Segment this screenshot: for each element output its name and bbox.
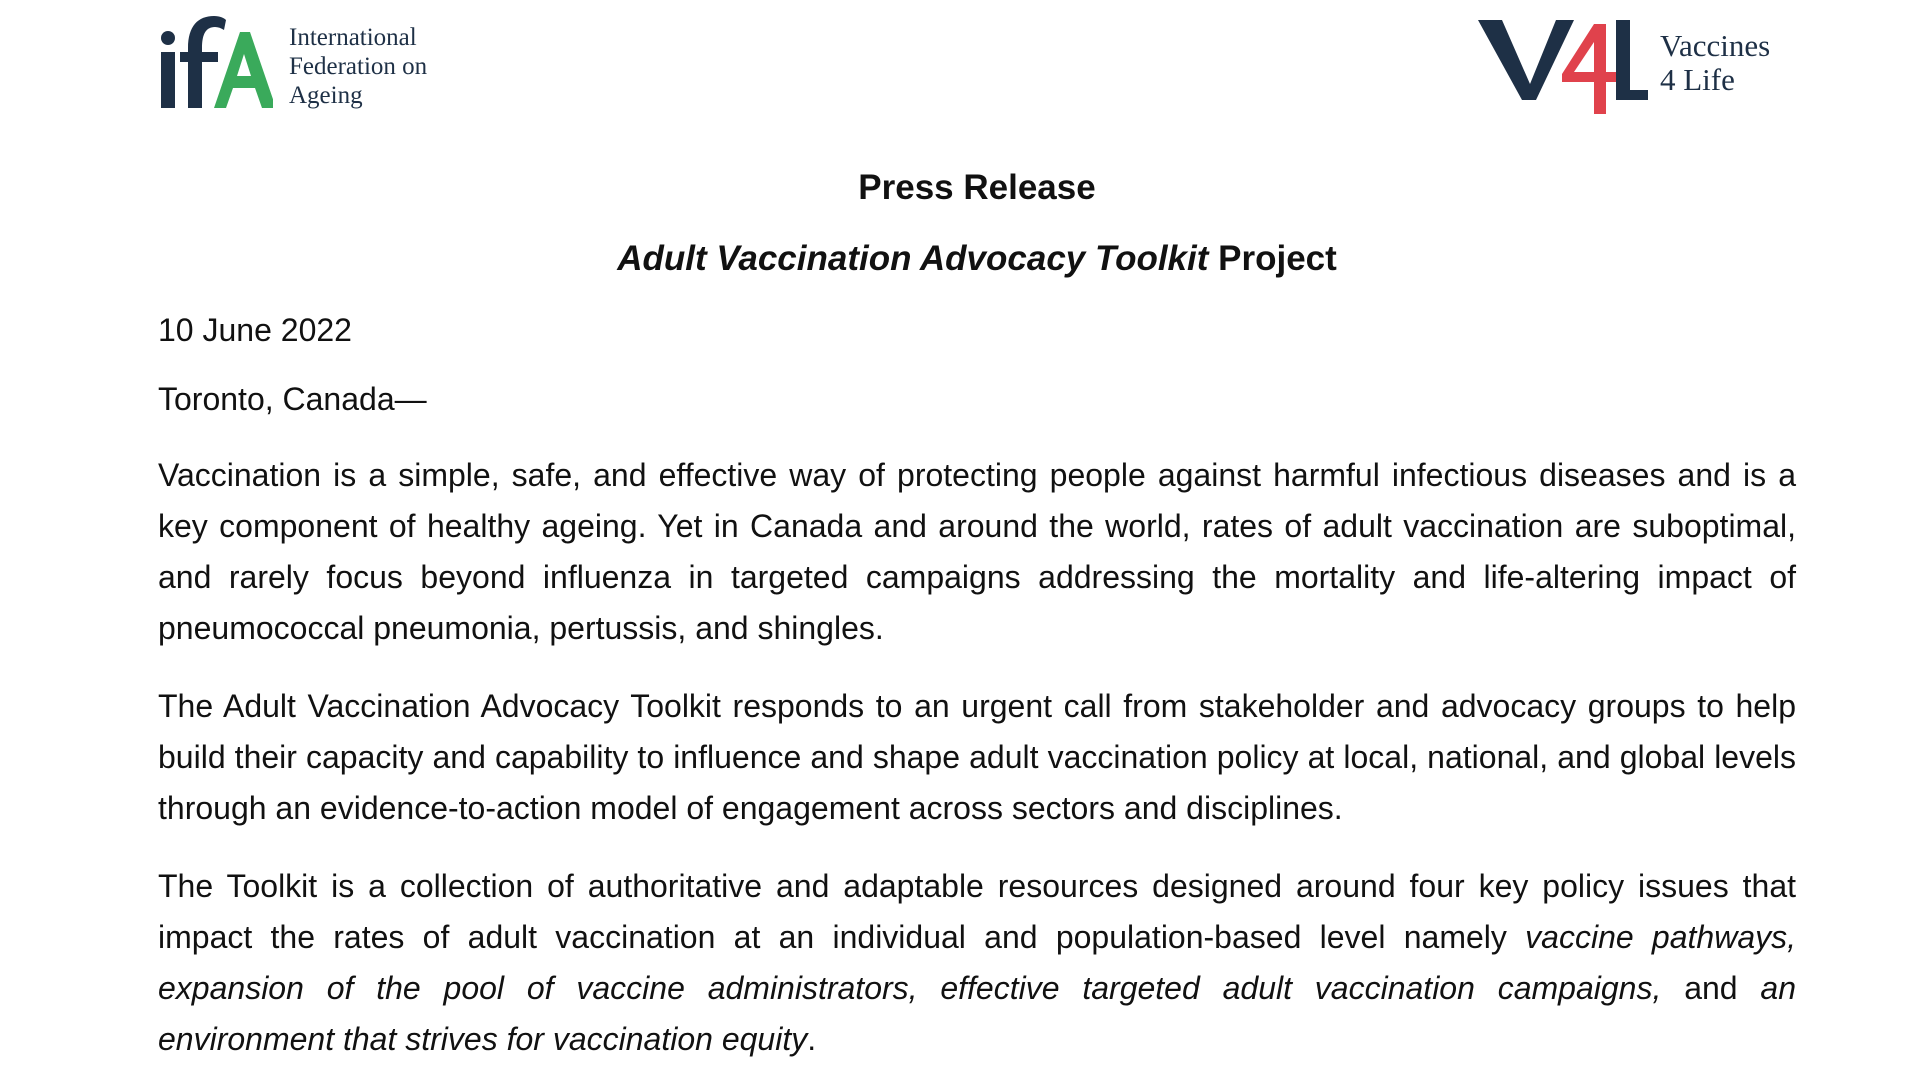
ifa-logo-line-3: Ageing [289, 81, 363, 109]
v4l-logo-text [1660, 29, 1770, 97]
release-date: 10 June 2022 [158, 312, 352, 348]
paragraph-3-part-1: The Toolkit is a collection of authoritative and adaptable resources designed around four key policy issues that impact the rates of adult vaccination at an individual and population-based level namely [158, 868, 1796, 955]
ifa-logo-line-2: Federation on [289, 52, 428, 80]
document-subtitle [158, 239, 1796, 279]
document-title: Press Release [858, 168, 1096, 207]
v4l-logo-line-2: 4 Life [1660, 62, 1735, 97]
paragraph-3-italic-1: vaccine pathways, expansion of the pool of vaccine administrators, effective targeted adult vaccination campaigns, [158, 919, 1797, 1006]
v4l-logo-mark [1478, 14, 1648, 118]
v4l-logo [1478, 14, 1770, 118]
paragraph-1: Vaccination is a simple, safe, and effective way of protecting people against harmful infectious diseases and is a key component of healthy ageing. Yet in Canada and around the world, rates of adult vaccination are suboptimal, and rarely focus beyond influenza in targeted campaigns addressing the mortality and life-altering impact of pneumococcal pneumonia, pertussis, and shingles. [158, 457, 1796, 646]
ifa-logo-line-1: International [289, 23, 417, 51]
ifa-logo [158, 8, 427, 120]
paragraph-3-italic-2: an environment that strives for vaccination equity [158, 970, 1797, 1057]
paragraph-3-part-2: and [1661, 970, 1761, 1006]
ifa-logo-mark [158, 8, 273, 120]
paragraph-3 [158, 861, 1796, 1065]
ifa-logo-text [289, 23, 427, 110]
v4l-logo-line-1: Vaccines [1660, 28, 1771, 63]
subtitle-toolkit-name: Adult Vaccination Advocacy Toolkit [617, 239, 1209, 278]
subtitle-suffix: Project [1208, 239, 1337, 278]
dateline: Toronto, Canada— [158, 381, 427, 417]
press-release-document [158, 168, 1796, 1065]
paragraph-3-part-3: . [807, 1021, 817, 1057]
paragraph-2: The Adult Vaccination Advocacy Toolkit responds to an urgent call from stakeholder and advocacy groups to help build their capacity and capability to influence and shape adult vaccination policy at local, national, and global levels through an evidence-to-action model of engagement across sectors and disciplines. [158, 688, 1796, 826]
